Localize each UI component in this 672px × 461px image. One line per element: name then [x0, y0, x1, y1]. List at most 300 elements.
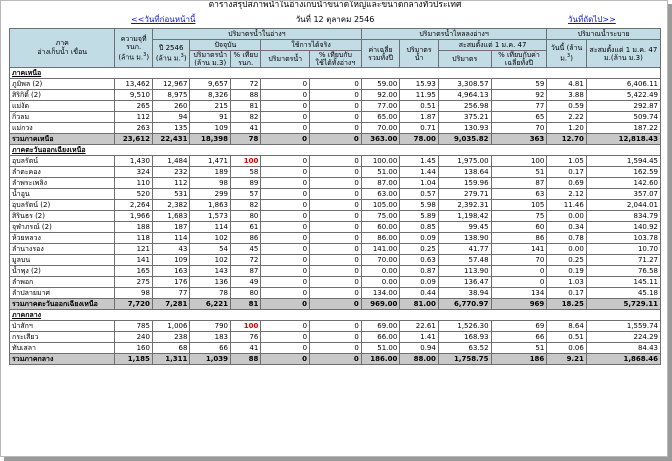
total-cell: 0: [261, 134, 310, 145]
table-cell: 0: [261, 266, 310, 277]
table-cell: 375.21: [438, 112, 491, 123]
table-cell: 0: [261, 167, 310, 178]
table-cell: 1,471: [190, 156, 231, 167]
table-cell: 0.17: [547, 288, 587, 299]
section-name: ภาคตะวันออกเฉียงเหนือ: [10, 145, 661, 156]
table-cell: 232: [152, 167, 190, 178]
total-cell: 81: [230, 299, 260, 310]
total-cell: 9.21: [547, 354, 587, 365]
total-cell: 7,281: [152, 299, 190, 310]
table-cell: 0.06: [547, 343, 587, 354]
table-cell: 12,967: [152, 79, 190, 90]
table-cell: 2.22: [547, 112, 587, 123]
reservoir-name: แม่กวง: [10, 123, 115, 134]
table-cell: 72: [230, 79, 260, 90]
table-cell: 103.78: [586, 233, 660, 244]
table-cell: 1,863: [190, 200, 231, 211]
table-cell: 130.93: [438, 123, 491, 134]
total-label: รวมภาคตะวันออกเฉียงเหนือ: [10, 299, 115, 310]
header-release-today: วันนี้ (ล้าน ม.$^3$): [547, 40, 587, 68]
table-cell: 88: [230, 90, 260, 101]
table-cell: 70.00: [361, 123, 400, 134]
table-cell: 69.00: [361, 321, 400, 332]
report-date: วันที่ 12 ตุลาคม 2546: [295, 15, 375, 24]
header-capacity: ความจุที่ รนก. (ล้าน ม.$^3$): [115, 29, 153, 68]
table-cell: 80: [230, 211, 260, 222]
table-cell: 0.44: [400, 288, 439, 299]
table-cell: 143: [190, 266, 231, 277]
table-row: [10, 112, 661, 123]
table-cell: 8,975: [152, 90, 190, 101]
table-cell: 145.11: [586, 277, 660, 288]
table-cell: 1,198.42: [438, 211, 491, 222]
table-cell: 1.04: [400, 178, 439, 189]
table-cell: 11.95: [400, 90, 439, 101]
table-cell: 0.85: [400, 222, 439, 233]
table-cell: 3.88: [547, 90, 587, 101]
table-cell: 0.17: [547, 167, 587, 178]
header-inflow-cum: สะสมตั้งแต่ 1 ม.ค. 47: [438, 40, 546, 51]
reservoir-name: ลำพระเพลิง: [10, 178, 115, 189]
section-row: [10, 310, 661, 321]
table-cell: 63: [491, 189, 547, 200]
table-cell: 41: [230, 123, 260, 134]
table-cell: 68: [152, 343, 190, 354]
table-cell: 0: [261, 233, 310, 244]
table-cell: 86: [491, 233, 547, 244]
table-cell: 45.18: [586, 288, 660, 299]
table-row: [10, 123, 661, 134]
total-cell: 78: [230, 134, 260, 145]
table-cell: 66.00: [361, 332, 400, 343]
table-row: [10, 266, 661, 277]
table-row: [10, 178, 661, 189]
table-cell: 0: [310, 156, 362, 167]
table-cell: 790: [190, 321, 231, 332]
table-cell: 0.09: [400, 277, 439, 288]
total-row: [10, 299, 661, 310]
table-cell: 0: [310, 101, 362, 112]
table-cell: 0: [310, 288, 362, 299]
table-cell: 100.00: [361, 156, 400, 167]
table-cell: 72: [230, 255, 260, 266]
table-cell: 292.87: [586, 101, 660, 112]
table-row: [10, 101, 661, 112]
table-cell: 1.87: [400, 112, 439, 123]
total-row: [10, 134, 661, 145]
header-current-volume: ปริมาตรน้ำ (ล้าน ม.3): [190, 51, 231, 68]
table-cell: 4,964.13: [438, 90, 491, 101]
table-cell: 0.51: [547, 332, 587, 343]
table-cell: 71.27: [586, 255, 660, 266]
reservoir-name: ลำตะคอง: [10, 167, 115, 178]
table-cell: 0: [261, 321, 310, 332]
table-cell: 86: [230, 233, 260, 244]
table-cell: 112: [152, 178, 190, 189]
table-cell: 1.03: [547, 277, 587, 288]
table-cell: 63.00: [361, 189, 400, 200]
table-cell: 215: [190, 101, 231, 112]
table-cell: 0.69: [547, 178, 587, 189]
table-cell: 134.00: [361, 288, 400, 299]
table-row: [10, 211, 661, 222]
total-cell: 0: [261, 354, 310, 365]
table-cell: 0: [310, 222, 362, 233]
table-cell: 5.89: [400, 211, 439, 222]
table-cell: 0: [261, 178, 310, 189]
table-cell: 142.60: [586, 178, 660, 189]
table-cell: 0: [310, 255, 362, 266]
table-cell: 60: [491, 222, 547, 233]
table-cell: 0.09: [400, 233, 439, 244]
header-year-label: ปี 2546: [158, 44, 184, 53]
total-cell: 22,431: [152, 134, 190, 145]
total-cell: 9,035.82: [438, 134, 491, 145]
table-cell: 8.64: [547, 321, 587, 332]
table-cell: 87: [230, 266, 260, 277]
total-cell: 186.00: [361, 354, 400, 365]
header-current-pct: % เทียบ รนก.: [230, 51, 260, 68]
total-label: รวมภาคกลาง: [10, 354, 115, 365]
total-cell: 81.00: [400, 299, 439, 310]
header-usable-pct: % เทียบกับใช้ได้ทั้งอ่างฯ: [310, 51, 362, 68]
table-cell: 100: [230, 156, 260, 167]
table-cell: 6,406.11: [586, 79, 660, 90]
total-cell: 0: [261, 299, 310, 310]
table-row: [10, 79, 661, 90]
table-row: [10, 277, 661, 288]
table-cell: 84.43: [586, 343, 660, 354]
total-cell: 7,720: [115, 299, 153, 310]
total-cell: 23,612: [115, 134, 153, 145]
table-cell: 275: [115, 277, 153, 288]
header-basin-line1: ภาค: [55, 39, 69, 47]
table-cell: 159.96: [438, 178, 491, 189]
table-cell: 0: [310, 332, 362, 343]
table-cell: 136.47: [438, 277, 491, 288]
table-cell: 102: [190, 233, 231, 244]
table-cell: 0: [261, 123, 310, 134]
table-cell: 0: [310, 233, 362, 244]
table-cell: 66: [190, 343, 231, 354]
table-cell: 176: [152, 277, 190, 288]
table-cell: 0: [491, 277, 547, 288]
table-cell: 92.00: [361, 90, 400, 101]
reservoir-name: สิริกิติ์ (2): [10, 90, 115, 101]
table-cell: 61: [230, 222, 260, 233]
table-cell: 183: [190, 332, 231, 343]
table-cell: 102: [190, 255, 231, 266]
table-cell: 0: [310, 189, 362, 200]
table-body: [10, 68, 661, 365]
table-cell: 520: [115, 189, 153, 200]
table-cell: 509.74: [586, 112, 660, 123]
table-cell: 0: [261, 332, 310, 343]
table-cell: 118: [115, 233, 153, 244]
table-cell: 0: [310, 167, 362, 178]
table-row: [10, 343, 661, 354]
total-cell: 12.70: [547, 134, 587, 145]
table-cell: 0.00: [547, 244, 587, 255]
table-cell: 1,430: [115, 156, 153, 167]
table-row: [10, 167, 661, 178]
table-cell: 51: [491, 343, 547, 354]
table-cell: 2,382: [152, 200, 190, 211]
table-cell: 1,484: [152, 156, 190, 167]
table-cell: 0: [310, 277, 362, 288]
table-cell: 138.64: [438, 167, 491, 178]
reservoir-name: ป่าสักฯ: [10, 321, 115, 332]
table-cell: 100: [230, 321, 260, 332]
table-cell: 112: [115, 112, 153, 123]
table-cell: 69: [491, 321, 547, 332]
reservoir-name: ห้วยหลวง: [10, 233, 115, 244]
table-row: [10, 255, 661, 266]
table-cell: 0: [261, 343, 310, 354]
table-cell: 324: [115, 167, 153, 178]
reservoir-name: ภูมิพล (2): [10, 79, 115, 90]
total-cell: 0: [310, 134, 362, 145]
total-cell: 5,729.11: [586, 299, 660, 310]
total-cell: 18.25: [547, 299, 587, 310]
total-cell: 6,770.97: [438, 299, 491, 310]
table-cell: 77: [152, 288, 190, 299]
table-cell: 78: [190, 288, 231, 299]
table-cell: 99.45: [438, 222, 491, 233]
table-cell: 51: [491, 167, 547, 178]
total-cell: 1,758.75: [438, 354, 491, 365]
table-cell: 13,462: [115, 79, 153, 90]
header-basin: [10, 29, 115, 68]
table-cell: 0.57: [400, 189, 439, 200]
table-cell: 82: [230, 112, 260, 123]
reservoir-name: มูลบน: [10, 255, 115, 266]
table-cell: 187.22: [586, 123, 660, 134]
table-cell: 43: [152, 244, 190, 255]
table-cell: 60.00: [361, 222, 400, 233]
table-cell: 0.34: [547, 222, 587, 233]
table-cell: 94: [152, 112, 190, 123]
table-cell: 0: [310, 321, 362, 332]
frame-shadow-right: [668, 4, 672, 461]
table-row: [10, 200, 661, 211]
total-cell: 1,185: [115, 354, 153, 365]
table-cell: 0: [261, 189, 310, 200]
table-cell: 1,526.30: [438, 321, 491, 332]
table-cell: 11.46: [547, 200, 587, 211]
table-cell: 0.59: [547, 101, 587, 112]
table-cell: 113.90: [438, 266, 491, 277]
table-cell: 58: [230, 167, 260, 178]
reservoir-name: ลำพอก: [10, 277, 115, 288]
table-cell: 121: [115, 244, 153, 255]
nav-next: [568, 13, 616, 26]
table-cell: 0: [491, 266, 547, 277]
table-cell: 0: [261, 244, 310, 255]
table-cell: 265: [115, 101, 153, 112]
table-cell: 76.58: [586, 266, 660, 277]
table-row: [10, 189, 661, 200]
report-title: ตารางสรุปสภาพน้ำในอ่างเก็บน้ำขนาดใหญ่และขนาดกลางทั่วประเทศ: [208, 0, 462, 10]
reservoir-name: แม่งัด: [10, 101, 115, 112]
total-label: รวมภาคเหนือ: [10, 134, 115, 145]
table-cell: 0: [310, 266, 362, 277]
table-cell: 49: [230, 277, 260, 288]
header-inflow-group: ปริมาตรน้ำไหลลงอ่างฯ: [361, 29, 547, 40]
table-cell: 0.87: [400, 266, 439, 277]
table-cell: 87: [491, 178, 547, 189]
table-cell: 59: [491, 79, 547, 90]
table-cell: 0.78: [547, 233, 587, 244]
table-cell: 76: [230, 332, 260, 343]
header-basin-line2: อ่างเก็บน้ำ เขื่อน: [37, 48, 88, 56]
table-cell: 38.94: [438, 288, 491, 299]
table-cell: 105.00: [361, 200, 400, 211]
table-cell: 2.12: [547, 189, 587, 200]
table-cell: 0: [261, 211, 310, 222]
total-cell: 78.00: [400, 134, 439, 145]
reservoir-name: ลำนางรอง: [10, 244, 115, 255]
table-cell: 189: [190, 167, 231, 178]
total-cell: 88: [230, 354, 260, 365]
table-cell: 0: [261, 277, 310, 288]
table-cell: 41: [230, 343, 260, 354]
table-cell: 162.59: [586, 167, 660, 178]
table-cell: 1.45: [400, 156, 439, 167]
reservoir-name: ทับเสลา: [10, 343, 115, 354]
table-cell: 77: [491, 101, 547, 112]
table-cell: 54: [190, 244, 231, 255]
reservoir-name: ลำปลายมาศ: [10, 288, 115, 299]
table-cell: 1.44: [400, 167, 439, 178]
table-cell: 109: [152, 255, 190, 266]
table-cell: 834.79: [586, 211, 660, 222]
table-cell: 0: [261, 112, 310, 123]
table-cell: 168.93: [438, 332, 491, 343]
table-cell: 1.20: [547, 123, 587, 134]
reservoir-name: อุบลรัตน์ (2): [10, 200, 115, 211]
table-cell: 5,422.49: [586, 90, 660, 101]
table-cell: 188: [115, 222, 153, 233]
table-cell: 10.70: [586, 244, 660, 255]
reservoir-name: กระเสียว: [10, 332, 115, 343]
table-cell: 0.00: [361, 266, 400, 277]
table-cell: 0.63: [400, 255, 439, 266]
reservoir-name: น้ำอูน: [10, 189, 115, 200]
header-storage-group: ปริมาตรน้ำในอ่างฯ: [152, 29, 361, 40]
table-cell: 263: [115, 123, 153, 134]
table-cell: 70: [491, 123, 547, 134]
table-cell: 51.00: [361, 343, 400, 354]
nav-prev: [131, 13, 195, 26]
table-cell: 0.71: [400, 123, 439, 134]
table-cell: 357.07: [586, 189, 660, 200]
header-year: [152, 40, 190, 68]
header-current: ปัจจุบัน: [190, 40, 261, 51]
table-row: [10, 288, 661, 299]
table-cell: 81: [230, 101, 260, 112]
table-cell: 87.00: [361, 178, 400, 189]
table-row: [10, 233, 661, 244]
table-cell: 45: [230, 244, 260, 255]
table-cell: 2,264: [115, 200, 153, 211]
table-cell: 163: [152, 266, 190, 277]
table-cell: 238: [152, 332, 190, 343]
total-cell: 1,039: [190, 354, 231, 365]
table-cell: 59.00: [361, 79, 400, 90]
table-cell: 141.00: [361, 244, 400, 255]
table-cell: 109: [190, 123, 231, 134]
table-cell: 0: [261, 288, 310, 299]
table-cell: 66: [491, 332, 547, 343]
table-cell: 82: [230, 200, 260, 211]
next-day-link[interactable]: วันที่ถัดไป>>: [568, 15, 616, 24]
table-cell: 224.29: [586, 332, 660, 343]
table-cell: 0: [310, 112, 362, 123]
table-cell: 138.90: [438, 233, 491, 244]
table-cell: 63.52: [438, 343, 491, 354]
table-row: [10, 321, 661, 332]
table-cell: 0: [310, 90, 362, 101]
table-cell: 1.41: [400, 332, 439, 343]
table-cell: 0: [310, 211, 362, 222]
table-cell: 75.00: [361, 211, 400, 222]
table-cell: 70: [491, 255, 547, 266]
table-cell: 0: [261, 156, 310, 167]
section-name: ภาคเหนือ: [10, 68, 661, 79]
table-cell: 0.19: [547, 266, 587, 277]
table-cell: 5.98: [400, 200, 439, 211]
table-cell: 9,510: [115, 90, 153, 101]
table-cell: 77.00: [361, 101, 400, 112]
total-cell: 6,221: [190, 299, 231, 310]
frame-shadow-bottom: [4, 457, 672, 461]
total-cell: 969.00: [361, 299, 400, 310]
table-cell: 0: [261, 200, 310, 211]
table-row: [10, 222, 661, 233]
table-cell: 141: [491, 244, 547, 255]
total-cell: 88.00: [400, 354, 439, 365]
header-release-cum: สะสมตั้งแต่ 1 ม.ค. 47 ม.(ล้าน ม.3): [586, 40, 660, 68]
table-cell: 22.61: [400, 321, 439, 332]
table-cell: 3,308.57: [438, 79, 491, 90]
table-cell: 135: [152, 123, 190, 134]
table-cell: 160: [115, 343, 153, 354]
table-cell: 141: [115, 255, 153, 266]
table-cell: 1,006: [152, 321, 190, 332]
table-cell: 2,044.01: [586, 200, 660, 211]
table-cell: 0.25: [547, 255, 587, 266]
reservoir-name: สิรินธร (2): [10, 211, 115, 222]
table-cell: 75: [491, 211, 547, 222]
reservoir-name: น้ำพุง (2): [10, 266, 115, 277]
table-cell: 1,683: [152, 211, 190, 222]
total-cell: 363: [491, 134, 547, 145]
header-year-unit: (ล้าน ม.$^3$): [155, 53, 187, 63]
table-row: [10, 244, 661, 255]
table-cell: 136: [190, 277, 231, 288]
table-cell: 65: [491, 112, 547, 123]
section-row: [10, 145, 661, 156]
table-row: [10, 156, 661, 167]
prev-day-link[interactable]: <<วันที่ก่อนหน้านี้: [131, 15, 196, 24]
table-cell: 0: [310, 200, 362, 211]
total-cell: 1,311: [152, 354, 190, 365]
table-cell: 0.00: [547, 211, 587, 222]
table-cell: 0: [261, 79, 310, 90]
header-usable-volume: ปริมาตรน้ำ: [261, 51, 310, 68]
table-header: [10, 29, 661, 68]
